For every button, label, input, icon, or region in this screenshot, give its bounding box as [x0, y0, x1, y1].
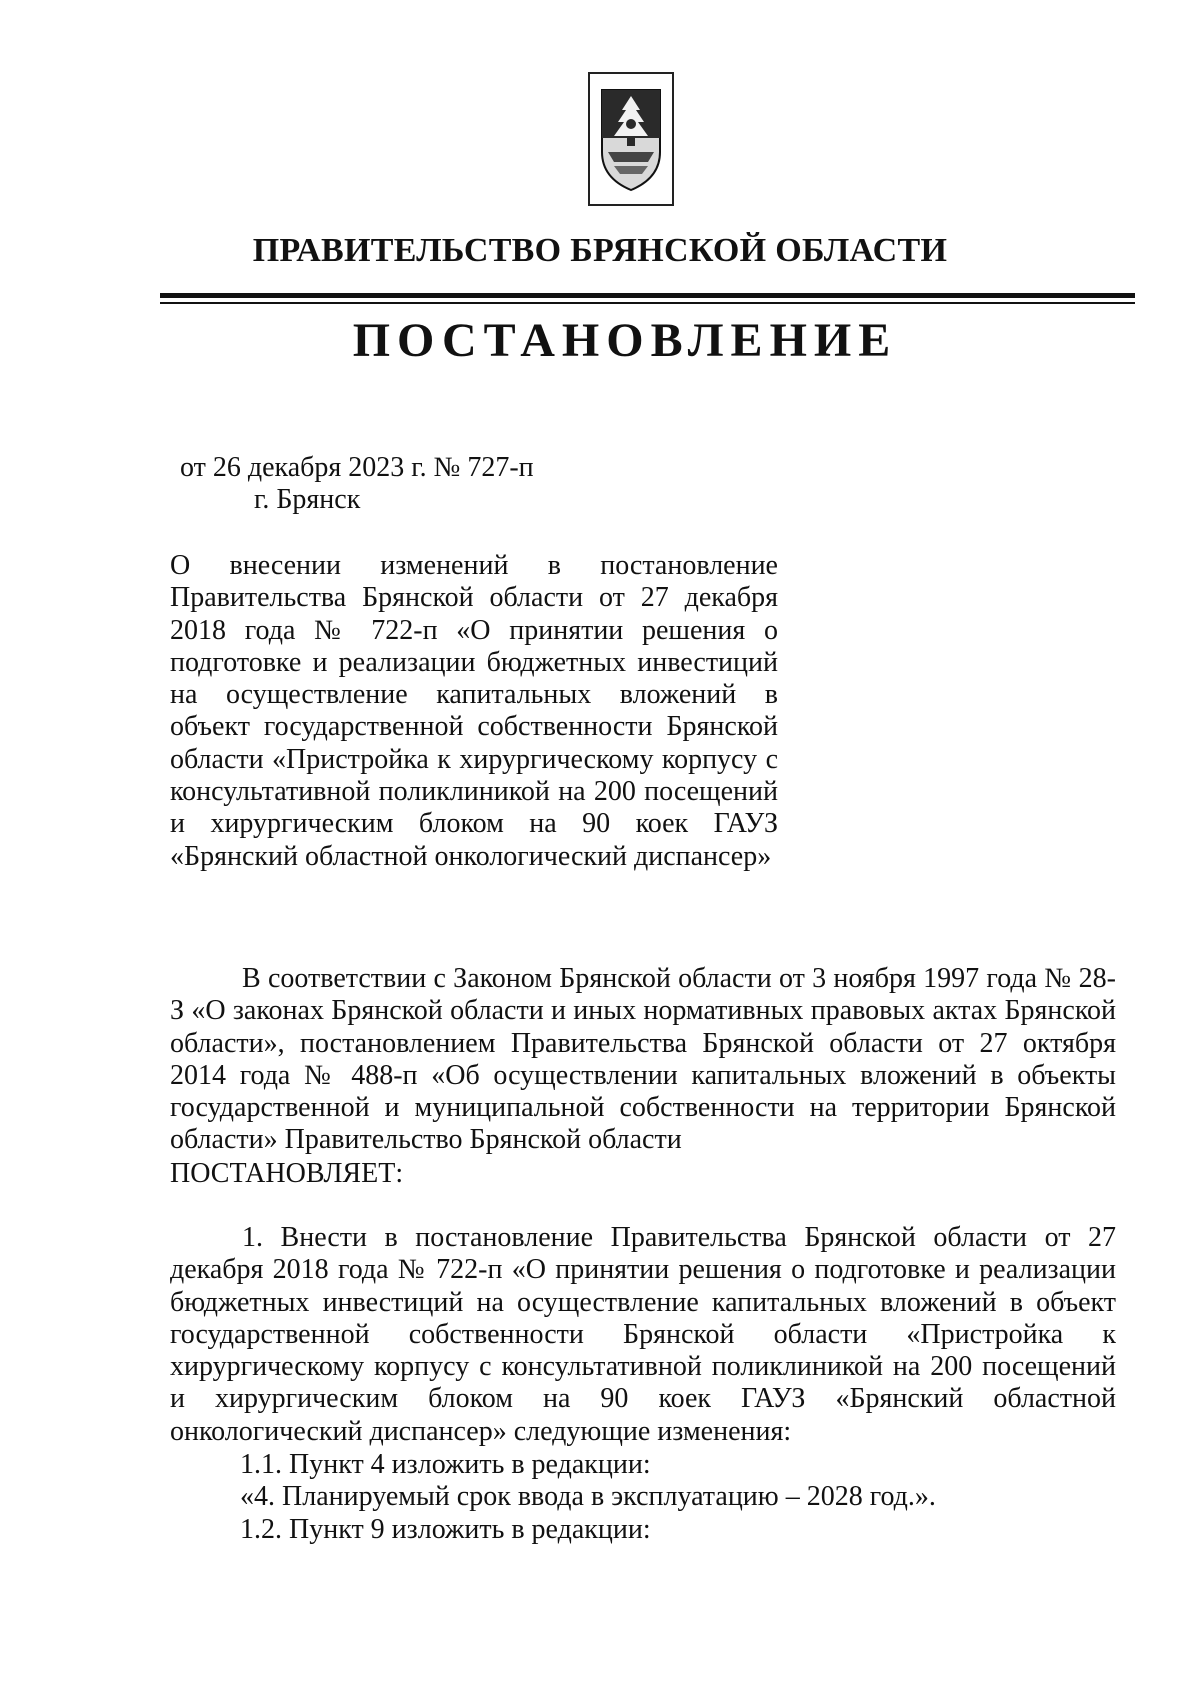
item-1-2-line: 1.2. Пункт 9 изложить в редакции: [240, 1514, 651, 1545]
resolves-line: ПОСТАНОВЛЯЕТ: [170, 1158, 404, 1189]
document-subject: О внесении изменений в постановление Правительства Брянской области от 27 декабря 2018 года № 722-п «О принятии решения о подготовке и реализации бюджетных инвестиций на осуществление капитальных вложений в объект государственной собственности Брянской области «Пристройка к хирургическому корпусу с консультативной поликлиникой на 200 посещений и хирургическим блоком на 90 коек ГАУЗ «Брянский областной онкологический диспансер» [170, 550, 778, 872]
item-1-1-text: «4. Планируемый срок ввода в эксплуатацию – 2028 год.». [240, 1481, 936, 1512]
date-number: от 26 декабря 2023 г. № 727-п [180, 452, 534, 483]
city: г. Брянск [254, 484, 361, 515]
preamble-paragraph: В соответствии с Законом Брянской области от 3 ноября 1997 года № 28-З «О законах Брянской области и иных нормативных правовых актах Брянской области», постановлением Правительства Брянской области от 27 октября 2014 года № 488-п «Об осуществлении капитальных вложений в объекты государственной и муниципальной собственности на территории Брянской области» Правительство Брянской области [170, 963, 1116, 1156]
government-title: ПРАВИТЕЛЬСТВО БРЯНСКОЙ ОБЛАСТИ [252, 232, 948, 269]
header-rule-thick [160, 293, 1135, 298]
item-1-paragraph: 1. Внести в постановление Правительства Брянской области от 27 декабря 2018 года № 722-п «О принятии решения о подготовке и реализации бюджетных инвестиций на осуществление капитальных вложений в объект государственной собственности Брянской области «Пристройка к хирургическому корпусу с консультативной поликлиникой на 200 посещений и хирургическим блоком на 90 коек ГАУЗ «Брянский областной онкологический диспансер» следующие изменения: [170, 1222, 1116, 1447]
emblem-frame [588, 72, 674, 206]
item-1-1-line: 1.1. Пункт 4 изложить в редакции: [240, 1449, 651, 1480]
bryansk-coat-of-arms-icon [598, 82, 664, 196]
document-type-title: ПОСТАНОВЛЕНИЕ [352, 314, 898, 367]
header-rule-thin [160, 302, 1135, 304]
